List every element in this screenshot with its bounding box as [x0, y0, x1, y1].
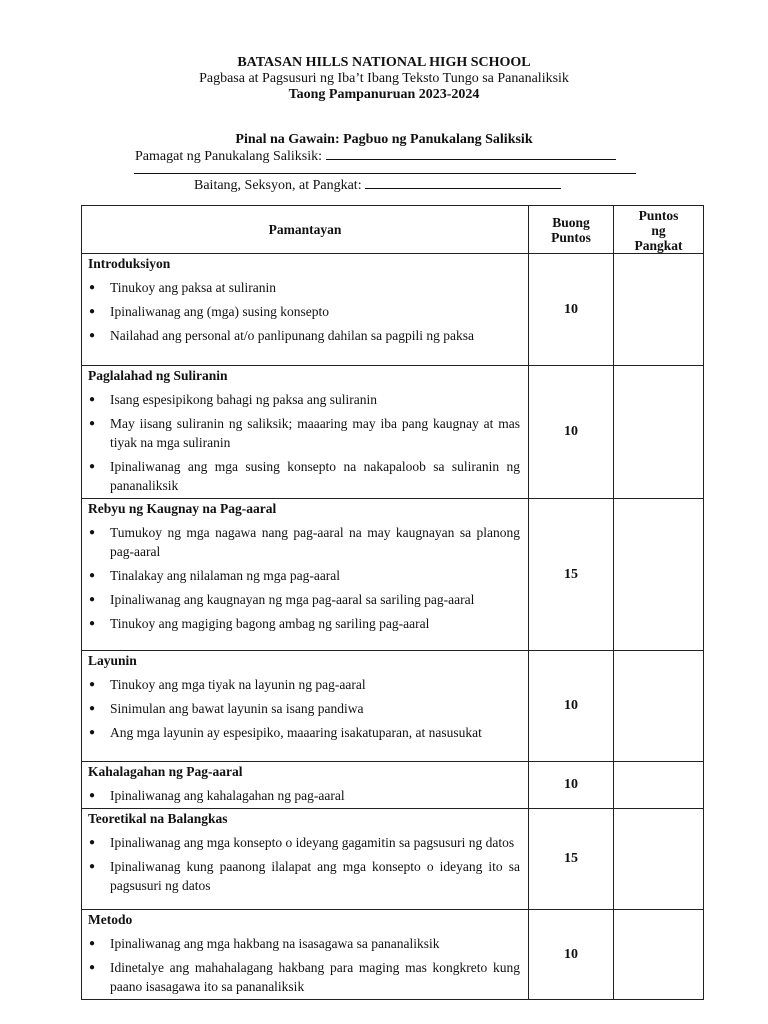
criteria-list [82, 523, 528, 633]
section-label: Baitang, Seksyon, at Pangkat: [194, 178, 362, 193]
group-points-cell[interactable] [614, 651, 704, 762]
criteria-header: Pamantayan [82, 206, 529, 254]
group-points-cell[interactable] [614, 762, 704, 809]
criteria-cell [82, 651, 529, 762]
criteria-item: ● Tinukoy ang mga tiyak na layunin ng pag-aaral [110, 675, 520, 694]
group-points-cell[interactable] [614, 366, 704, 499]
criteria-cell [82, 366, 529, 499]
criteria-list [82, 934, 528, 996]
section-title: Layunin [88, 653, 137, 668]
research-title-blank [326, 146, 616, 160]
criteria-item: ● May iisang suliranin ng saliksik; maaaring may iba pang kaugnay at mas tiyak na mga suliranin [110, 414, 520, 452]
criteria-item: ● Ipinaliwanag ang kaugnayan ng mga pag-aaral sa sariling pag-aaral [110, 590, 520, 609]
group-points-cell[interactable] [614, 254, 704, 366]
max-points-header: Buong Puntos [529, 206, 614, 254]
task-title: Pinal na Gawain: Pagbuo ng Panukalang Saliksik [235, 132, 533, 147]
criteria-list [82, 278, 528, 345]
table-header-row [82, 206, 704, 254]
criteria-list [82, 390, 528, 495]
criteria-item: ● Tinalakay ang nilalaman ng mga pag-aaral [110, 566, 520, 585]
section-blank [365, 175, 561, 189]
section-field [194, 175, 561, 194]
criteria-item: ● Ipinaliwanag ang mga hakbang na isasagawa sa pananaliksik [110, 934, 520, 953]
criteria-item: ● Sinimulan ang bawat layunin sa isang pandiwa [110, 699, 520, 718]
criteria-item: ● Ipinaliwanag ang mga konsepto o ideyang gagamitin sa pagsusuri ng datos [110, 833, 520, 852]
section-title: Metodo [88, 912, 133, 927]
criteria-row [82, 499, 704, 651]
max-points-cell: 15 [529, 499, 614, 651]
group-points-cell[interactable] [614, 910, 704, 1000]
section-title: Paglalahad ng Suliranin [88, 368, 228, 383]
criteria-item: ● Tumukoy ng mga nagawa nang pag-aaral na may kaugnayan sa planong pag-aaral [110, 523, 520, 561]
section-title: Kahalagahan ng Pag-aaral [88, 764, 243, 779]
criteria-cell [82, 809, 529, 910]
rubric-table [81, 205, 704, 1000]
max-points-cell: 10 [529, 762, 614, 809]
criteria-row [82, 762, 704, 809]
criteria-row [82, 366, 704, 499]
research-title-blank-2 [134, 160, 636, 174]
group-points-cell[interactable] [614, 809, 704, 910]
criteria-item: ● Ang mga layunin ay espesipiko, maaaring isakatuparan, at nasusukat [110, 723, 520, 742]
school-year: Taong Pampanuruan 2023-2024 [288, 87, 480, 102]
max-points-cell: 15 [529, 809, 614, 910]
max-points-cell: 10 [529, 366, 614, 499]
criteria-item: ● Ipinaliwanag kung paanong ilalapat ang mga konsepto o ideyang ito sa pagsusuri ng datos [110, 857, 520, 895]
section-title: Rebyu ng Kaugnay na Pag-aaral [88, 501, 277, 516]
criteria-list [82, 675, 528, 742]
criteria-item: ● Nailahad ang personal at/o panlipunang dahilan sa pagpili ng paksa [110, 326, 520, 345]
criteria-cell [82, 499, 529, 651]
criteria-list [82, 833, 528, 895]
criteria-row [82, 651, 704, 762]
section-title: Introduksiyon [88, 256, 171, 271]
criteria-item: ● Tinukoy ang magiging bagong ambag ng sariling pag-aaral [110, 614, 520, 633]
criteria-item: ● Idinetalye ang mahahalagang hakbang para maging mas kongkreto kung paano isasagawa ito sa pananaliksik [110, 958, 520, 996]
subject-title: Pagbasa at Pagsusuri ng Iba’t Ibang Teksto Tungo sa Pananaliksik [199, 71, 569, 86]
criteria-list [82, 786, 528, 805]
max-points-cell: 10 [529, 910, 614, 1000]
max-points-cell: 10 [529, 651, 614, 762]
criteria-cell [82, 254, 529, 366]
criteria-cell [82, 910, 529, 1000]
section-title: Teoretikal na Balangkas [88, 811, 228, 826]
criteria-row [82, 910, 704, 1000]
criteria-item: ● Isang espesipikong bahagi ng paksa ang suliranin [110, 390, 520, 409]
criteria-row [82, 254, 704, 366]
criteria-item: ● Ipinaliwanag ang mga susing konsepto na nakapaloob sa suliranin ng pananaliksik [110, 457, 520, 495]
group-points-cell[interactable] [614, 499, 704, 651]
school-name: BATASAN HILLS NATIONAL HIGH SCHOOL [237, 55, 531, 70]
research-title-label: Pamagat ng Panukalang Saliksik: [135, 149, 323, 164]
criteria-item: ● Tinukoy ang paksa at suliranin [110, 278, 520, 297]
max-points-cell: 10 [529, 254, 614, 366]
group-points-header: Puntos ng Pangkat [614, 206, 704, 254]
criteria-row [82, 809, 704, 910]
criteria-item: ● Ipinaliwanag ang (mga) susing konsepto [110, 302, 520, 321]
criteria-cell [82, 762, 529, 809]
criteria-item: ● Ipinaliwanag ang kahalagahan ng pag-aaral [110, 786, 520, 805]
